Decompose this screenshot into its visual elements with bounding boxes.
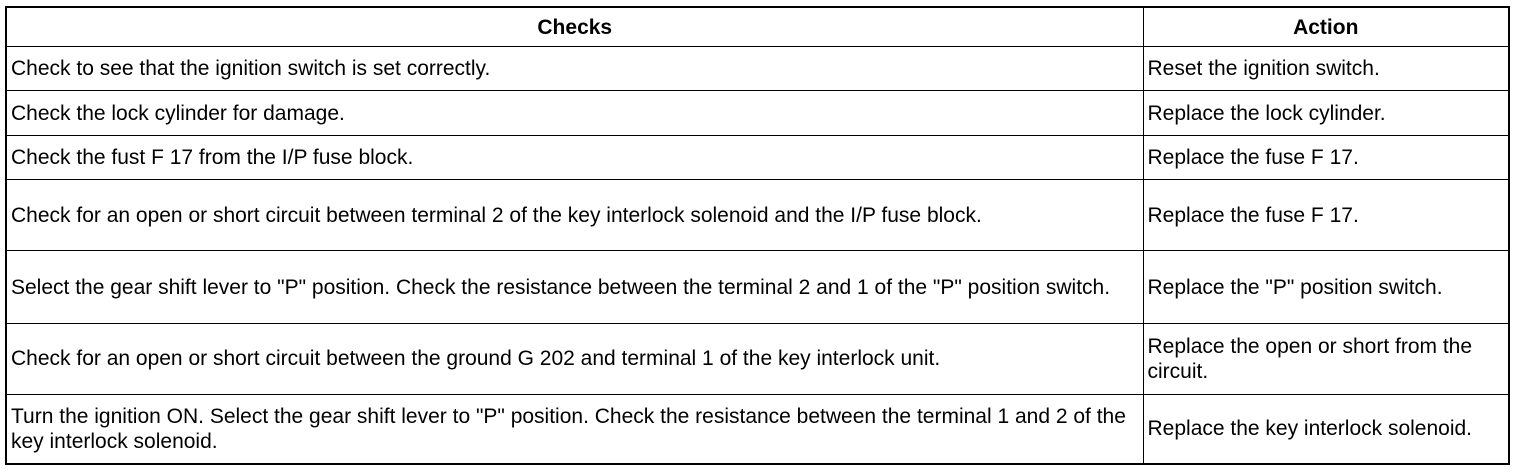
table-row xyxy=(7,47,1508,91)
table-header xyxy=(7,8,1508,47)
action-cell: Replace the key interlock solenoid. xyxy=(1143,394,1508,463)
action-cell: Replace the fuse F 17. xyxy=(1143,135,1508,179)
table-row xyxy=(7,91,1508,135)
check-cell: Check for an open or short circuit between the ground G 202 and terminal 1 of the key interlock unit. xyxy=(7,324,1143,394)
check-cell: Turn the ignition ON. Select the gear shift lever to "P" position. Check the resistance between the terminal 1 and 2 of the key interlock solenoid. xyxy=(7,394,1143,463)
check-cell: Check to see that the ignition switch is set correctly. xyxy=(7,47,1143,91)
check-cell: Check for an open or short circuit between terminal 2 of the key interlock solenoid and the I/P fuse block. xyxy=(7,180,1143,250)
table-row xyxy=(7,324,1508,394)
table-body xyxy=(7,47,1508,464)
action-cell: Replace the lock cylinder. xyxy=(1143,91,1508,135)
action-cell: Reset the ignition switch. xyxy=(1143,47,1508,91)
checks-action-table xyxy=(5,6,1510,465)
check-cell: Select the gear shift lever to "P" position. Check the resistance between the terminal 2 and 1 of the "P" position switch. xyxy=(7,250,1143,323)
column-header-action: Action xyxy=(1143,8,1508,47)
header-row xyxy=(7,8,1508,47)
table-row xyxy=(7,180,1508,250)
action-cell: Replace the "P" position switch. xyxy=(1143,250,1508,323)
table-row xyxy=(7,394,1508,463)
action-cell: Replace the open or short from the circuit. xyxy=(1143,324,1508,394)
diagnostic-table xyxy=(7,8,1508,463)
table-row xyxy=(7,250,1508,323)
check-cell: Check the fust F 17 from the I/P fuse block. xyxy=(7,135,1143,179)
table-row xyxy=(7,135,1508,179)
column-header-checks: Checks xyxy=(7,8,1143,47)
action-cell: Replace the fuse F 17. xyxy=(1143,180,1508,250)
check-cell: Check the lock cylinder for damage. xyxy=(7,91,1143,135)
